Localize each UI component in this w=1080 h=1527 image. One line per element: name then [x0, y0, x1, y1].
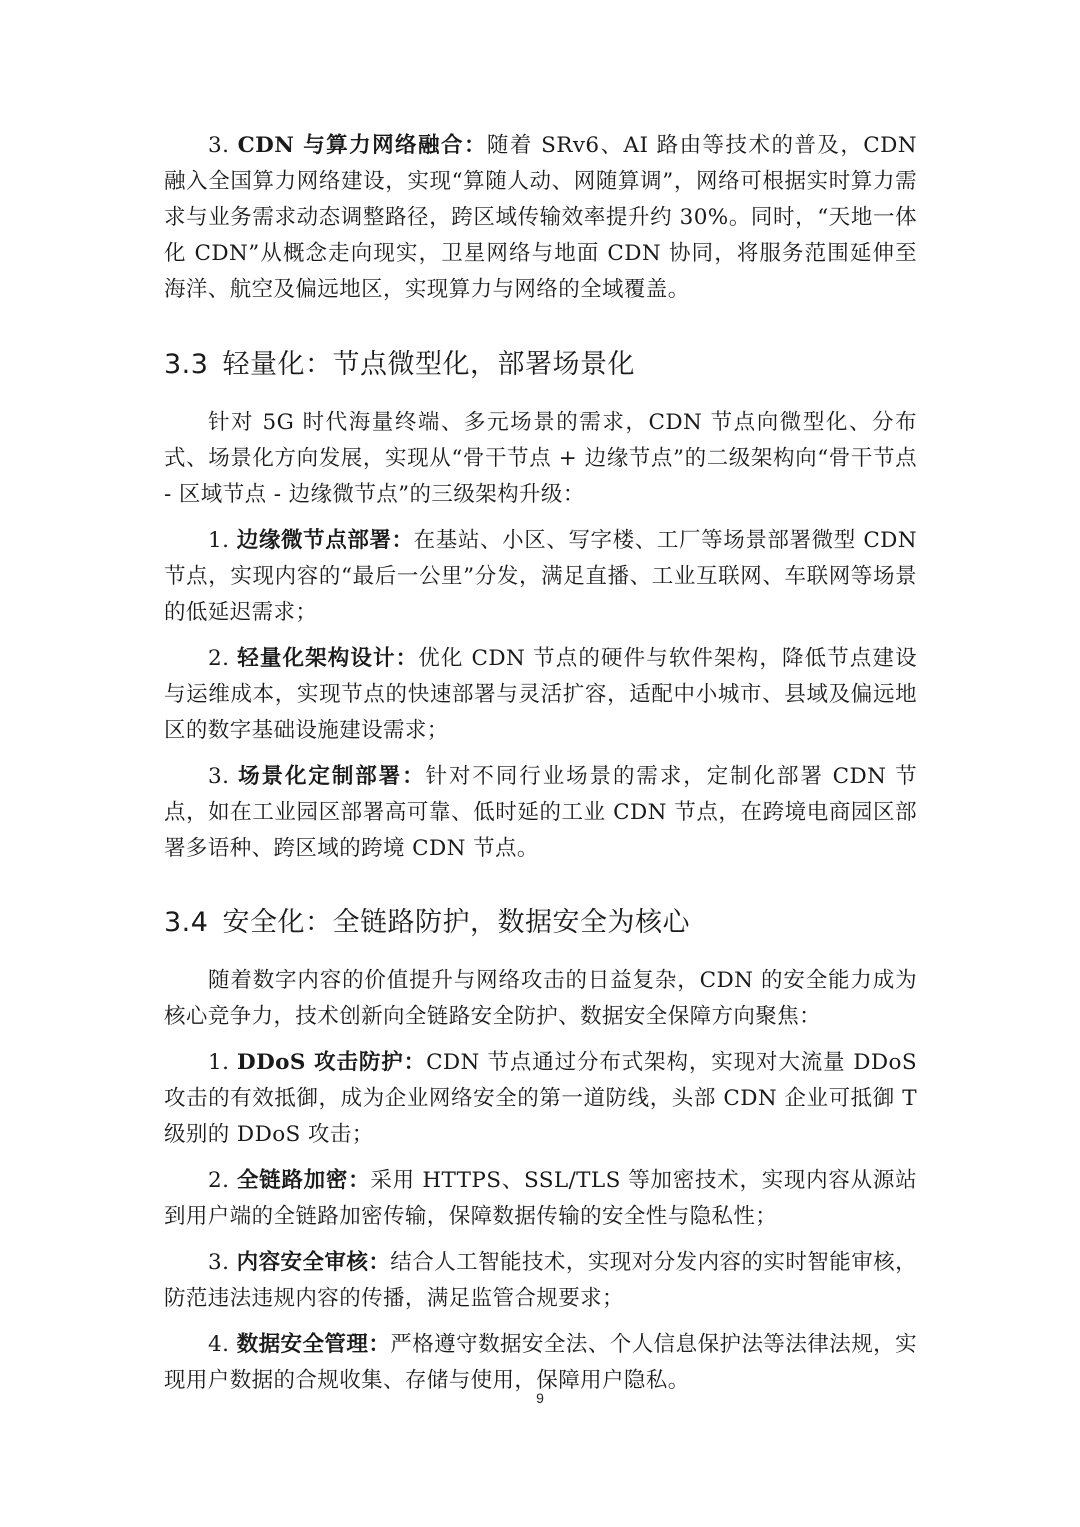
- list-item-title: 内容安全审核：: [236, 1250, 391, 1275]
- section-number: 3.4: [164, 907, 209, 938]
- list-item-lightweight-architecture: [164, 641, 917, 749]
- section-intro-paragraph: 针对 5G 时代海量终端、多元场景的需求，CDN 节点向微型化、分布式、场景化方向发展，实现从“骨干节点 + 边缘节点”的二级架构向“骨干节点 - 区域节点 - 边缘微节点”的三级架构升级：: [164, 410, 917, 507]
- section-title: 安全化：全链路防护，数据安全为核心: [222, 907, 690, 938]
- list-item-text: 在基站、小区、写字楼、工厂等场景部署微型 CDN 节点，实现内容的“最后一公里”分发，满足直播、工业互联网、车联网等场景的低延迟需求；: [164, 528, 918, 625]
- list-item-text: 采用 HTTPS、SSL/TLS 等加密技术，实现内容从源站到用户端的全链路加密传输，保障数据传输的安全性与隐私性；: [164, 1168, 917, 1229]
- list-item-text: 随着 SRv6、AI 路由等技术的普及，CDN 融入全国算力网络建设，实现“算随人动、网随算调”，网络可根据实时算力需求与业务需求动态调整路径，跨区域传输效率提升约 30%。同时，“天地一体化 CDN”从概念走向现实，卫星网络与地面 CDN 协同，将服务范围延伸至海洋、航空及偏远地区，实现算力与网络的全域覆盖。: [164, 133, 918, 302]
- list-item-number: 3.: [208, 764, 230, 789]
- list-item-text: 针对不同行业场景的需求，定制化部署 CDN 节点，如在工业园区部署高可靠、低时延的工业 CDN 节点，在跨境电商园区部署多语种、跨区域的跨境 CDN 节点。: [164, 764, 918, 861]
- list-item-cdn-compute-network: [164, 128, 917, 308]
- list-item-title: 边缘微节点部署：: [236, 528, 414, 553]
- list-item-title: 数据安全管理：: [236, 1332, 391, 1357]
- list-item-ddos-protection: [164, 1045, 917, 1153]
- list-item-edge-micro-node: [164, 523, 917, 631]
- section-heading-3-3: [164, 345, 917, 385]
- list-item-title: CDN 与算力网络融合：: [237, 133, 487, 158]
- page-number: 9: [536, 1390, 544, 1406]
- list-item-title: 轻量化架构设计：: [237, 646, 419, 671]
- list-item-text: CDN 节点通过分布式架构，实现对大流量 DDoS 攻击的有效抵御，成为企业网络安全的第一道防线，头部 CDN 企业可抵御 T 级别的 DDoS 攻击；: [164, 1050, 917, 1147]
- list-item-text: 结合人工智能技术，实现对分发内容的实时智能审核，防范违法违规内容的传播，满足监管合规要求；: [164, 1250, 918, 1311]
- list-item-data-security-management: [164, 1327, 917, 1399]
- list-item-number: 2.: [208, 1168, 230, 1193]
- section-number: 3.3: [164, 349, 209, 380]
- list-item-number: 2.: [208, 646, 230, 671]
- section-heading-3-4: [164, 903, 917, 943]
- list-item-number: 3.: [208, 133, 230, 158]
- list-item-number: 1.: [208, 1050, 230, 1075]
- list-item-number: 4.: [208, 1332, 230, 1357]
- list-item-scenario-deployment: [164, 759, 917, 867]
- page-content: [164, 128, 917, 1399]
- list-item-title: DDoS 攻击防护：: [237, 1050, 427, 1075]
- list-item-text: 严格遵守数据安全法、个人信息保护法等法律法规，实现用户数据的合规收集、存储与使用，保障用户隐私。: [164, 1332, 918, 1393]
- section-title: 轻量化：节点微型化，部署场景化: [222, 349, 635, 380]
- list-item-title: 全链路加密：: [236, 1168, 371, 1193]
- list-item-content-security-review: [164, 1245, 917, 1317]
- section-intro-paragraph: 随着数字内容的价值提升与网络攻击的日益复杂，CDN 的安全能力成为核心竞争力，技术创新向全链路安全防护、数据安全保障方向聚焦：: [164, 968, 917, 1029]
- list-item-number: 1.: [208, 528, 230, 553]
- list-item-title: 场景化定制部署：: [238, 764, 426, 789]
- list-item-text: 优化 CDN 节点的硬件与软件架构，降低节点建设与运维成本，实现节点的快速部署与灵活扩容，适配中小城市、县域及偏远地区的数字基础设施建设需求；: [164, 646, 918, 743]
- list-item-full-link-encryption: [164, 1163, 917, 1235]
- list-item-number: 3.: [208, 1250, 230, 1275]
